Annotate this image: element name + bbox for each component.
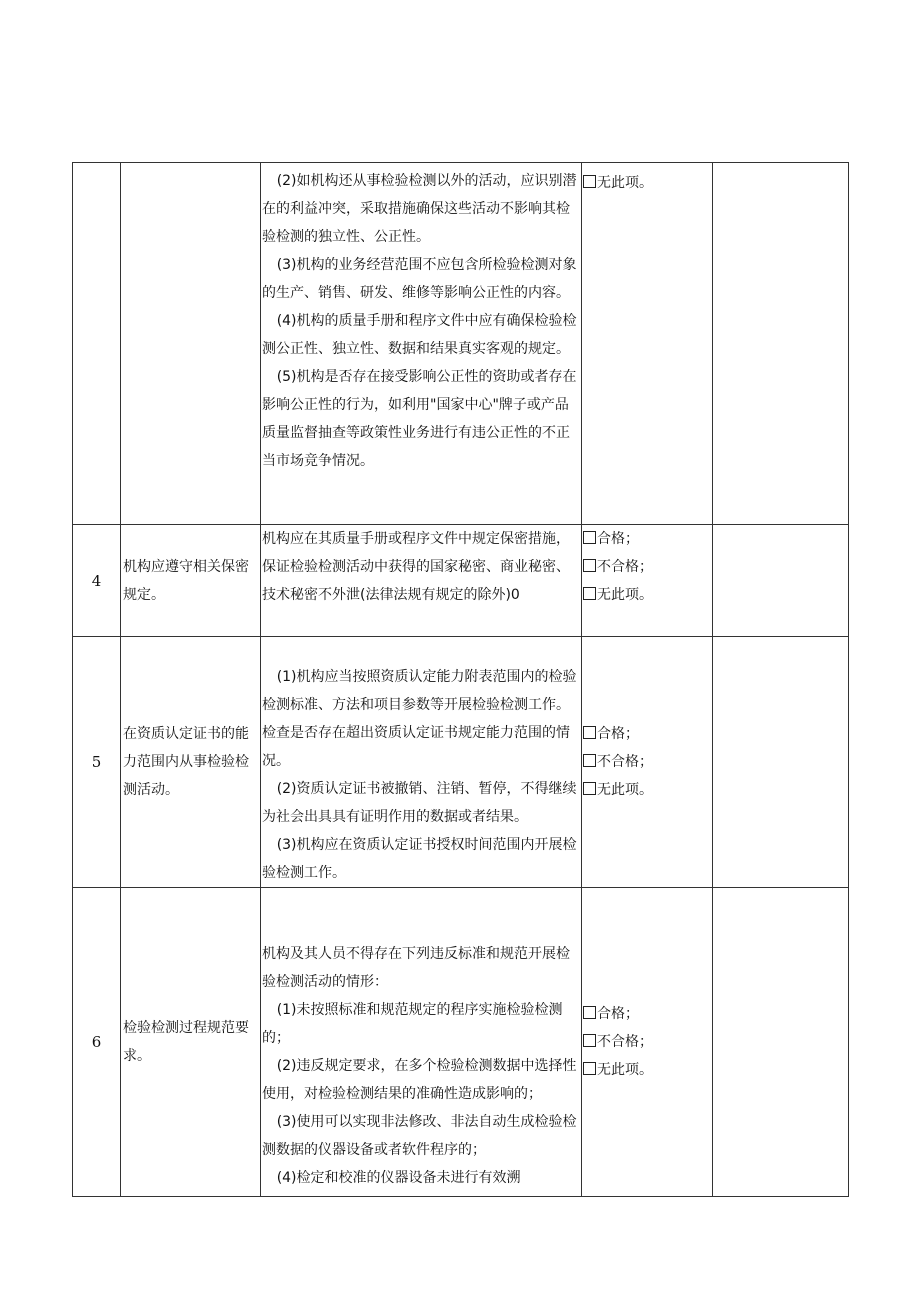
row-number	[73, 163, 121, 525]
option-na[interactable]: 无此项。	[583, 1056, 712, 1084]
inspection-table	[72, 162, 849, 1197]
remarks-cell	[713, 888, 849, 1197]
check-item: 在资质认定证书的能力范围内从事检验检测活动。	[121, 637, 261, 888]
checkbox-icon	[583, 1006, 596, 1019]
content-paragraph: (1)机构应当按照资质认定能力附表范围内的检验检测标准、方法和项目参数等开展检验检测工作。检查是否存在超出资质认定证书规定能力范围的情况。	[262, 669, 577, 769]
check-item: 机构应遵守相关保密规定。	[121, 525, 261, 637]
check-content	[261, 525, 582, 637]
check-content	[261, 163, 582, 525]
checkbox-icon	[583, 175, 596, 188]
remarks-cell	[713, 525, 849, 637]
option-pass[interactable]: 合格；	[583, 1000, 712, 1028]
table-row	[73, 888, 849, 1197]
remarks-cell	[713, 163, 849, 525]
result-options	[582, 888, 713, 1197]
option-na[interactable]: 无此项。	[583, 581, 712, 609]
content-paragraph: 机构及其人员不得存在下列违反标准和规范开展检验检测活动的情形：	[262, 946, 570, 990]
option-fail[interactable]: 不合格；	[583, 748, 712, 776]
content-paragraph: (2)违反规定要求，在多个检验检测数据中选择性使用，对检验检测结果的准确性造成影响的；	[262, 1058, 577, 1102]
checkbox-icon	[583, 587, 596, 600]
check-item: 检验检测过程规范要求。	[121, 888, 261, 1197]
content-paragraph: (3)机构应在资质认定证书授权时间范围内开展检验检测工作。	[262, 837, 577, 881]
check-item	[121, 163, 261, 525]
checkbox-icon	[583, 726, 596, 739]
checkbox-icon	[583, 782, 596, 795]
checkbox-icon	[583, 559, 596, 572]
content-paragraph: (4)机构的质量手册和程序文件中应有确保检验检测公正性、独立性、数据和结果真实客观的规定。	[262, 313, 577, 357]
option-fail[interactable]: 不合格；	[583, 553, 712, 581]
table-row	[73, 163, 849, 525]
content-paragraph: (5)机构是否存在接受影响公正性的资助或者存在影响公正性的行为，如利用"国家中心"牌子或产品质量监督抽查等政策性业务进行有违公正性的不正当市场竞争情况。	[262, 369, 577, 469]
result-options	[582, 163, 713, 525]
content-paragraph: (4)检定和校准的仪器设备未进行有效溯	[276, 1170, 521, 1186]
option-na[interactable]: 无此项。	[583, 169, 712, 197]
content-paragraph: (2)资质认定证书被撤销、注销、暂停，不得继续为社会出具具有证明作用的数据或者结果。	[262, 781, 577, 825]
result-options	[582, 637, 713, 888]
table-row	[73, 637, 849, 888]
checkbox-icon	[583, 1034, 596, 1047]
check-content	[261, 888, 582, 1197]
content-paragraph: (3)使用可以实现非法修改、非法自动生成检验检测数据的仪器设备或者软件程序的；	[262, 1114, 577, 1158]
checkbox-icon	[583, 531, 596, 544]
row-number: 5	[73, 637, 121, 888]
option-pass[interactable]: 合格；	[583, 525, 712, 553]
option-pass[interactable]: 合格；	[583, 720, 712, 748]
table-row	[73, 525, 849, 637]
row-number: 6	[73, 888, 121, 1197]
option-na[interactable]: 无此项。	[583, 776, 712, 804]
remarks-cell	[713, 637, 849, 888]
content-paragraph: (1)未按照标准和规范规定的程序实施检验检测的；	[262, 1002, 563, 1046]
content-paragraph: 机构应在其质量手册或程序文件中规定保密措施，保证检验检测活动中获得的国家秘密、商业秘密、技术秘密不外泄(法律法规有规定的除外)0	[262, 531, 570, 603]
content-paragraph: (2)如机构还从事检验检测以外的活动，应识别潜在的利益冲突，采取措施确保这些活动不影响其检验检测的独立性、公正性。	[262, 173, 577, 245]
option-fail[interactable]: 不合格；	[583, 1028, 712, 1056]
content-paragraph: (3)机构的业务经营范围不应包含所检验检测对象的生产、销售、研发、维修等影响公正性的内容。	[262, 257, 577, 301]
check-content	[261, 637, 582, 888]
checkbox-icon	[583, 754, 596, 767]
row-number: 4	[73, 525, 121, 637]
result-options	[582, 525, 713, 637]
checkbox-icon	[583, 1062, 596, 1075]
